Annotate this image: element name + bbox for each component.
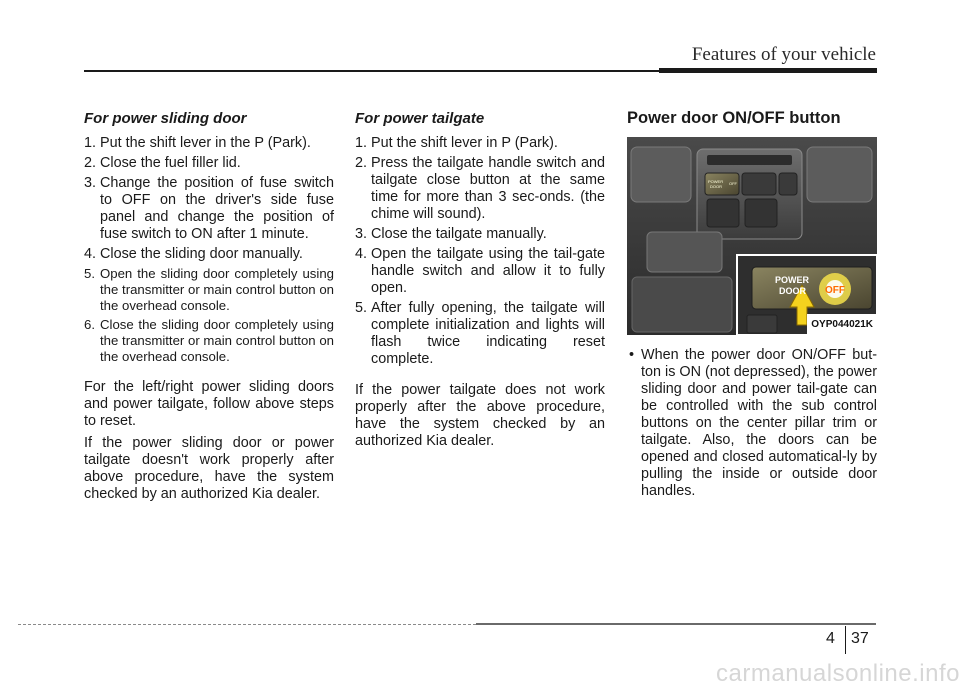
page-number: 37 (851, 630, 869, 647)
column-power-door (627, 110, 877, 500)
door-label-small: DOOR (710, 184, 722, 189)
power-label-small: POWER (708, 179, 724, 184)
step-item: 4. Close the sliding door manually. (84, 246, 303, 262)
page-separator (845, 626, 846, 654)
section-heading-tailgate: For power tailgate (355, 110, 485, 127)
step-item: 5. After fully opening, the tailgate will complete initialization and lights will flash twice indicating reset complete. (355, 300, 605, 367)
step-item: 3. Change the position of fuse switch to OFF on the driver's side fuse panel and change the position of fuse switch to ON after 1 minute. (84, 175, 334, 242)
tailgate-dealer-paragraph: If the power tailgate does not work properly after the above procedure, have the system checked by an authorized Kia dealer. (355, 382, 605, 449)
column-tailgate (355, 110, 605, 450)
step-item: 5. Open the sliding door completely using the transmitter or main control button on the overhead console. (84, 266, 334, 313)
header-rule (84, 70, 659, 72)
step-item: 2. Close the fuel filler lid. (84, 155, 241, 171)
dealer-paragraph: If the power sliding door or power tailgate doesn't work properly after above procedure, have the system checked by an authorized Kia dealer. (84, 435, 334, 502)
overhead-console-illustration (627, 137, 877, 335)
off-label: OFF (825, 285, 845, 296)
image-code-caption: OYP044021K (807, 314, 877, 335)
header-rule-thick (659, 68, 877, 73)
chapter-number: 4 (826, 630, 835, 647)
section-heading-power-door: Power door ON/OFF button (627, 109, 841, 127)
step-item: 6. Close the sliding door completely using the transmitter or main control button on the overhead console. (84, 317, 334, 364)
bullet-symbol: • (629, 347, 635, 363)
step-item: 1. Put the shift lever in P (Park). (355, 135, 558, 151)
off-label-small: OFF (729, 181, 737, 186)
watermark: carmanualsonline.info (716, 660, 960, 687)
header-title: Features of your vehicle (691, 44, 876, 65)
step-item: 2. Press the tailgate handle switch and tailgate close button at the same time for more than 3 sec-onds. (the chime will sound). (355, 155, 605, 222)
section-heading-sliding-door: For power sliding door (84, 110, 247, 127)
step-item: 1. Put the shift lever in the P (Park). (84, 135, 311, 151)
power-door-note: • When the power door ON/OFF but-ton is ON (not depressed), the power sliding door and power tail-gate can be controlled with the sub control buttons on the center pillar trim or tailgate. Also, the doors can be opened and closed automatical-ly by pulling the inside or outside door handles. (629, 347, 877, 499)
overhead-console-photo (627, 137, 877, 335)
tailgate-steps (355, 135, 605, 368)
step-item: 3. Close the tailgate manually. (355, 226, 547, 242)
sliding-door-steps (84, 135, 334, 365)
step-item: 4. Open the tailgate using the tail-gate handle switch and allow it to fully open. (355, 246, 605, 296)
door-label-1: DOOR (779, 286, 806, 296)
reset-paragraph: For the left/right power sliding doors and power tailgate, follow above steps to reset. (84, 379, 334, 429)
column-sliding-door (84, 110, 334, 503)
footer-rule-solid (476, 623, 876, 625)
power-label-1: POWER (775, 275, 810, 285)
